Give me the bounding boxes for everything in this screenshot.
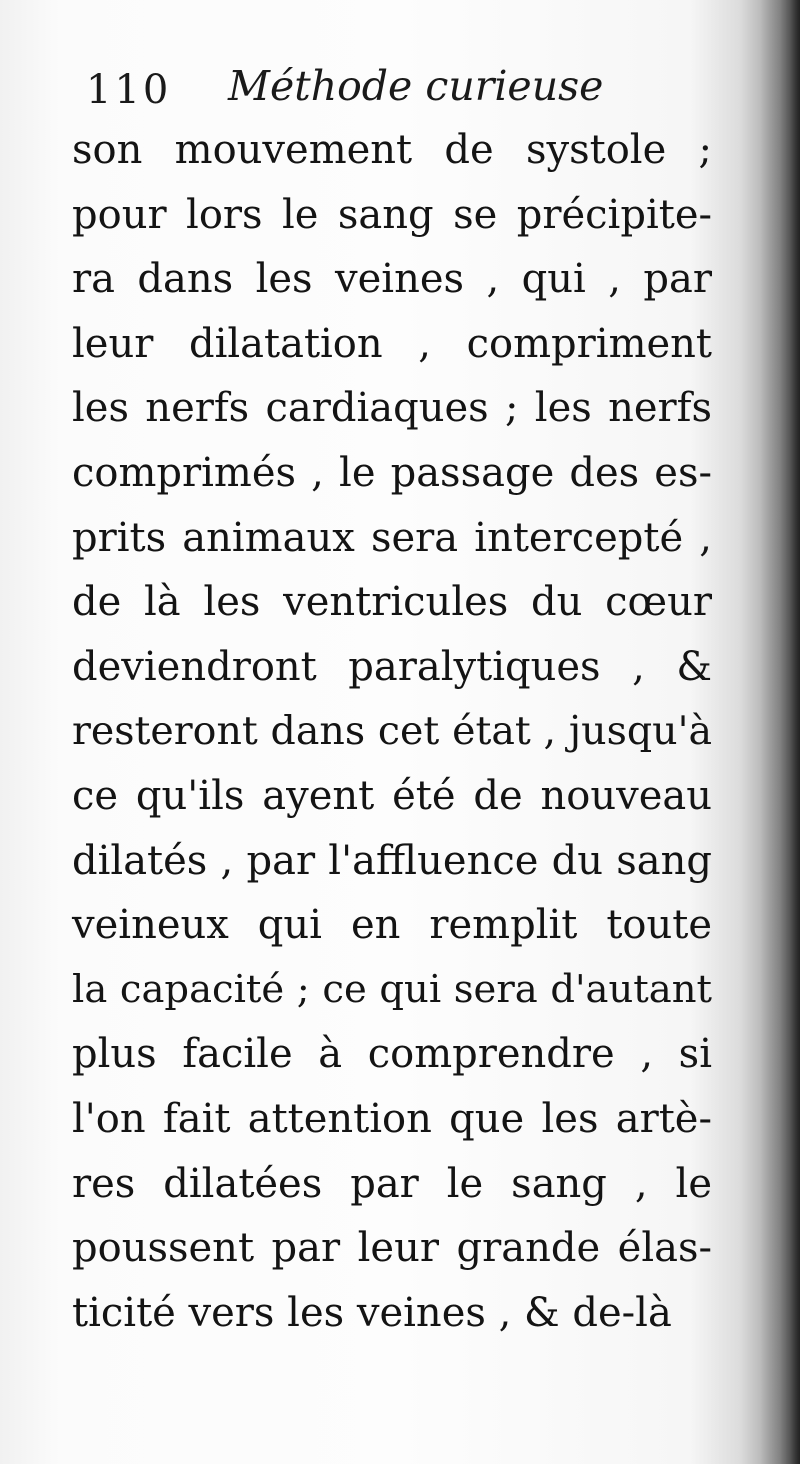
text-line: ticité vers les veines , & de-là bbox=[72, 1289, 672, 1336]
text-line: prits animaux sera intercepté , bbox=[72, 514, 712, 561]
text-line: plus facile à comprendre , si bbox=[72, 1031, 712, 1078]
text-line: ra dans les veines , qui , par bbox=[72, 256, 712, 303]
text-line: l'on fait attention que les artè- bbox=[72, 1095, 712, 1142]
page-number: 110 bbox=[86, 67, 172, 113]
running-head-title: Méthode curieuse bbox=[228, 62, 604, 110]
text-line: poussent par leur grande élas- bbox=[72, 1225, 712, 1272]
text-line: ce qu'ils ayent été de nouveau bbox=[72, 772, 712, 819]
body-text bbox=[72, 118, 712, 1345]
text-line: de là les ventricules du cœur bbox=[72, 579, 712, 626]
text-line: comprimés , le passage des es- bbox=[72, 449, 712, 496]
text-line: les nerfs cardiaques ; les nerfs bbox=[72, 385, 712, 432]
running-head bbox=[86, 58, 706, 118]
text-line: son mouvement de systole ; bbox=[72, 127, 712, 173]
text-line: leur dilatation , compriment bbox=[72, 320, 712, 367]
text-line: deviendront paralytiques , & bbox=[72, 643, 712, 690]
page-gutter-shadow bbox=[760, 0, 800, 1464]
text-line: veineux qui en remplit toute bbox=[72, 902, 712, 949]
text-line: res dilatées par le sang , le bbox=[72, 1160, 712, 1207]
text-line: resteront dans cet état , jusqu'à bbox=[72, 708, 712, 755]
text-line: pour lors le sang se précipite- bbox=[72, 191, 712, 238]
text-line: la capacité ; ce qui sera d'autant bbox=[72, 966, 712, 1012]
text-line: dilatés , par l'affluence du sang bbox=[72, 837, 712, 884]
